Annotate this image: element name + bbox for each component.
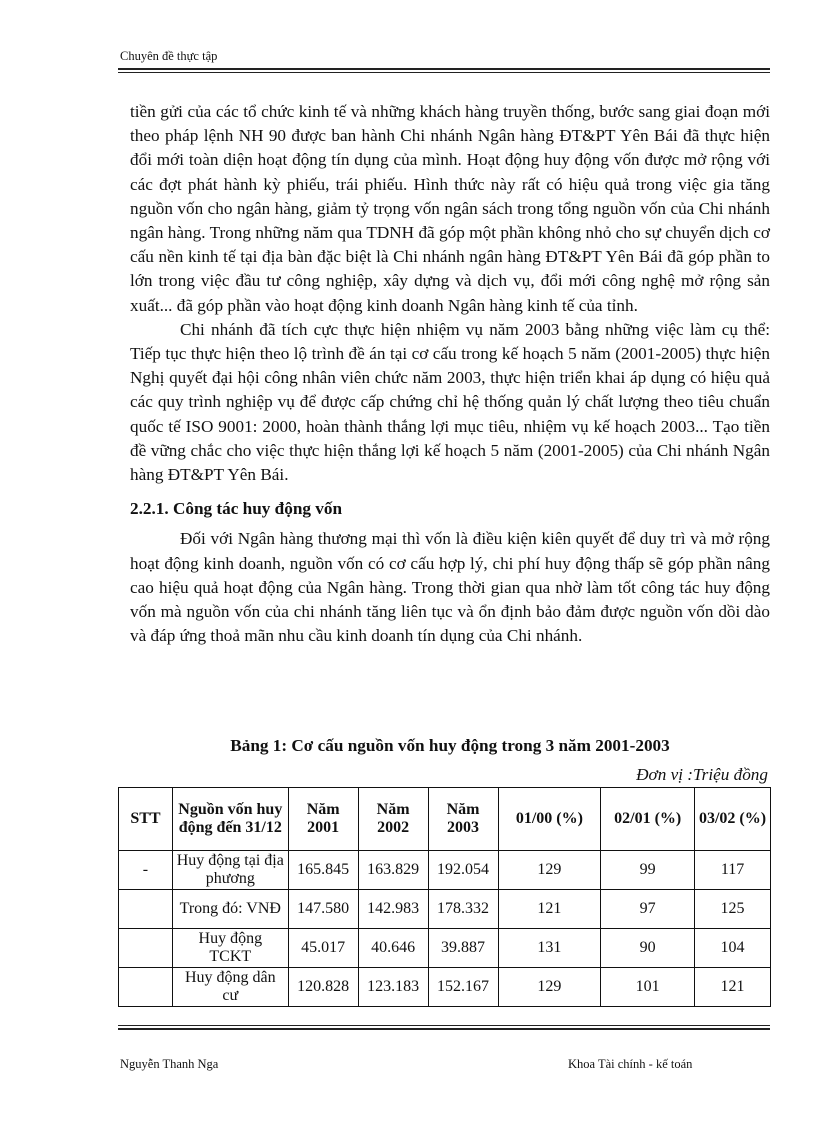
cell-2002: 142.983 [358, 890, 428, 929]
cell-01-00: 129 [498, 968, 601, 1007]
header-2002: Năm 2002 [358, 788, 428, 851]
cell-03-02: 117 [695, 851, 771, 890]
cell-2001: 165.845 [288, 851, 358, 890]
cell-02-01: 99 [601, 851, 695, 890]
section-heading: 2.2.1. Công tác huy động vốn [130, 499, 343, 519]
cell-03-02: 121 [695, 968, 771, 1007]
paragraph-1: tiền gửi của các tổ chức kinh tế và những khách hàng truyền thống, bước sang giai đoạn mới theo pháp lệnh NH 90 được ban hành Chi nhánh Ngân hàng ĐT&PT Yên Bái đã thực hiện đổi mới toàn diện hoạt động tín dụng của mình. Hoạt động huy động vốn được mở rộng với các đợt phát hành kỳ phiếu, trái phiếu. Hình thức này rất có hiệu quả trong việc gia tăng nguồn vốn cho ngân hàng, giảm tỷ trọng vốn ngân sách trong tổng nguồn vốn của Chi nhánh ngân hàng. Trong những năm qua TDNH đã góp một phần không nhỏ cho sự chuyển dịch cơ cấu nền kinh tế tại địa bàn đặc biệt là Chi nhánh ngân hàng ĐT&PT Yên Bái đã góp phần to lớn trong việc đầu tư công nghiệp, xây dựng và dịch vụ, đổi mới công nghệ mở rộng sản xuất... đã góp phần vào hoạt động kinh doanh Ngân hàng kinh tế của tỉnh. [130, 102, 770, 315]
header-02-01: 02/01 (%) [601, 788, 695, 851]
page-header-title: Chuyên đề thực tập [120, 49, 218, 63]
cell-2001: 45.017 [288, 929, 358, 968]
footer-department: Khoa Tài chính - kế toán [568, 1057, 693, 1071]
paragraph-3: Đối với Ngân hàng thương mại thì vốn là điều kiện kiên quyết để duy trì và mở rộng hoạt động kinh doanh, nguồn vốn có cơ cấu hợp lý, chi phí huy động thấp sẽ góp phần nâng cao hiệu quả hoạt động của Ngân hàng. Trong thời gian qua nhờ làm tốt công tác huy động vốn mà nguồn vốn của chi nhánh tăng liên tục và ổn định bảo đảm được nguồn vốn dồi dào và đáp ứng thoả mãn nhu cầu kinh doanh tín dụng của Chi nhánh. [130, 529, 770, 646]
table-unit: Đơn vị :Triệu đồng [636, 765, 768, 784]
header-stt: STT [119, 788, 173, 851]
paragraph-2: Chi nhánh đã tích cực thực hiện nhiệm vụ năm 2003 bằng những việc làm cụ thể: Tiếp tục thực hiện theo lộ trình đề án tại cơ cấu trong kế hoạch 5 năm (2001-2005) thực hiện Nghị quyết đại hội công nhân viên chức năm 2003, thực hiện triển khai áp dụng có hiệu quả các quy trình nghiệp vụ để được cấp chứng chỉ hệ thống quản lý chất lượng theo tiêu chuẩn quốc tế ISO 9001: 2000, hoàn thành thắng lợi mục tiêu, nhiệm vụ kế hoạch 2003... Tạo tiền đề vững chắc cho việc thực hiện thắng lợi kế hoạch 5 năm (2001-2005) của Chi nhánh Ngân hàng ĐT&PT Yên Bái. [130, 319, 770, 485]
table-row [119, 929, 771, 968]
footer-author: Nguyễn Thanh Nga [120, 1057, 219, 1071]
cell-source: Trong đó: VNĐ [172, 890, 288, 929]
header-rule [118, 68, 770, 73]
header-2003: Năm 2003 [428, 788, 498, 851]
cell-2002: 123.183 [358, 968, 428, 1007]
header-01-00: 01/00 (%) [498, 788, 601, 851]
cell-2003: 192.054 [428, 851, 498, 890]
cell-02-01: 97 [601, 890, 695, 929]
capital-structure-table [118, 787, 771, 1007]
document-body [130, 100, 770, 648]
footer-rule [118, 1025, 770, 1030]
table-header-row [119, 788, 771, 851]
cell-stt [119, 968, 173, 1007]
cell-2001: 147.580 [288, 890, 358, 929]
cell-01-00: 129 [498, 851, 601, 890]
table-row [119, 851, 771, 890]
cell-2003: 178.332 [428, 890, 498, 929]
cell-02-01: 90 [601, 929, 695, 968]
cell-2003: 152.167 [428, 968, 498, 1007]
cell-03-02: 104 [695, 929, 771, 968]
cell-2002: 163.829 [358, 851, 428, 890]
cell-02-01: 101 [601, 968, 695, 1007]
cell-stt [119, 929, 173, 968]
cell-2001: 120.828 [288, 968, 358, 1007]
cell-stt: - [119, 851, 173, 890]
table-row [119, 890, 771, 929]
cell-01-00: 131 [498, 929, 601, 968]
cell-2002: 40.646 [358, 929, 428, 968]
header-source: Nguồn vốn huy động đến 31/12 [172, 788, 288, 851]
cell-2003: 39.887 [428, 929, 498, 968]
table-caption: Bảng 1: Cơ cấu nguồn vốn huy động trong 3 năm 2001-2003 [230, 736, 670, 755]
cell-source: Huy động TCKT [172, 929, 288, 968]
header-03-02: 03/02 (%) [695, 788, 771, 851]
cell-stt [119, 890, 173, 929]
cell-source: Huy động tại địa phương [172, 851, 288, 890]
header-2001: Năm 2001 [288, 788, 358, 851]
table-row [119, 968, 771, 1007]
cell-source: Huy động dân cư [172, 968, 288, 1007]
cell-03-02: 125 [695, 890, 771, 929]
cell-01-00: 121 [498, 890, 601, 929]
